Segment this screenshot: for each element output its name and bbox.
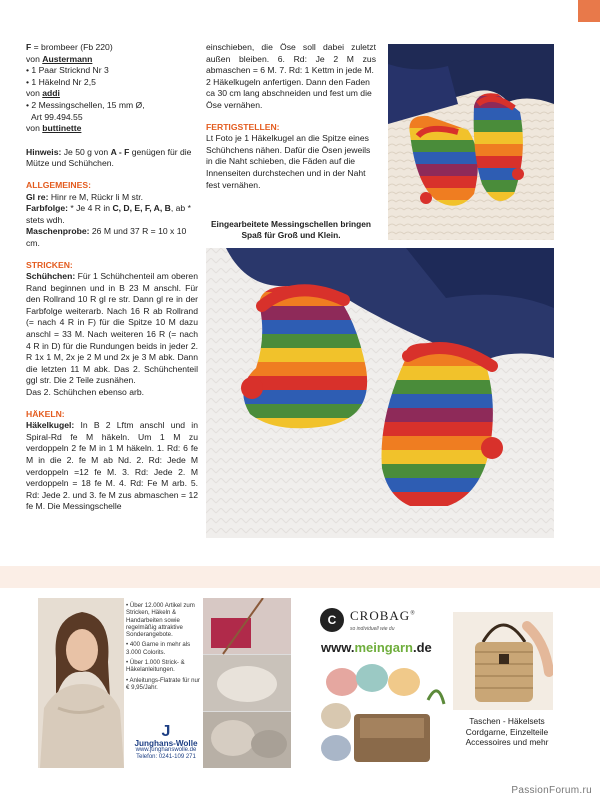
schuehchen-label: Schühchen: xyxy=(26,271,76,282)
gl-label: Gl re: xyxy=(26,191,49,202)
instructions-column-1 xyxy=(26,42,198,513)
photo-caption: Eingearbeitete Messingschellen bringen Spaß für Groß und Klein. xyxy=(210,219,372,240)
farbfolge-label: Farbfolge: xyxy=(26,203,69,214)
haekelkugel-text: In B 2 Lftm anschl und in Spiral-Rd fe M häkeln. Um 1 M zu verdoppeln 2 fe M in 1 M häkeln. 1. Rd: 6 fe M in die 2. fe M ab Nd. 2. Rd: Jede M verdoppeln =12 fe M. 3. Rd: Jede 2. M verdoppeln = 18 fe M. 4. Rd: Fe M arb. 5. Rd: Jede 2. und 3. fe M zus abmaschen = 12 fe M. Die Messingschelle xyxy=(26,420,198,512)
farbfolge-line xyxy=(26,203,198,226)
photo-booties-closeup xyxy=(388,44,554,240)
source-line-1 xyxy=(26,54,198,66)
maschenprobe-line xyxy=(26,226,198,249)
haekelkugel-label: Häkelkugel: xyxy=(26,420,75,431)
source-prefix: von xyxy=(26,88,43,99)
crobag-line-1: Taschen - Häkelsets xyxy=(469,716,545,726)
crobag-line-3: Accessoires und mehr xyxy=(465,737,549,747)
gl-text: Hinr re M, Rückr li M str. xyxy=(48,191,143,202)
page-divider-stripe xyxy=(0,566,600,588)
crobag-brand-line xyxy=(350,608,416,624)
crobag-url[interactable] xyxy=(321,640,432,655)
material-bells: • 2 Messingschellen, 15 mm Ø, xyxy=(26,99,145,110)
url-prefix: www. xyxy=(321,640,355,655)
source-line-2 xyxy=(26,88,198,100)
hint-text: genügen für die Mütze und Schühchen. xyxy=(26,146,192,169)
fertigstellen-text: Lt Foto je 1 Häkelkugel an die Spitze eines Schühchens nähen. Dafür die Ösen jeweils in die Naht schieben, die Fäden auf die Innenseiten durchstechen und in der Naht fest vernähen. xyxy=(206,133,371,190)
watermark: PassionForum.ru xyxy=(511,785,592,796)
section-heading-fertigstellen: FERTIGSTELLEN: xyxy=(206,121,280,132)
hint-paragraph xyxy=(26,147,198,170)
maschenprobe-label: Maschenprobe: xyxy=(26,226,90,237)
ad-bullet: • 400 Garne in mehr als 3.000 Colorits. xyxy=(126,641,191,656)
continued-text-2: 2 Häkelkugeln anfertigen. Dann den Faden ca 30 cm lang abschneiden und fest um die Öse vernähen. xyxy=(206,76,372,110)
farbfolge-text: , ab * stets wdh. xyxy=(26,203,191,225)
crobag-reg-mark: ® xyxy=(410,610,416,617)
ad-junghans-yarn-photos xyxy=(203,598,291,768)
ad-bullet: • Anleitungs-Flatrate für nur € 9,95/Jahr. xyxy=(126,676,200,691)
corner-accent xyxy=(578,0,600,22)
photo-booties-on-baby xyxy=(206,248,554,538)
source-prefix: von xyxy=(26,53,43,64)
color-f-line xyxy=(26,42,198,54)
instructions-column-2 xyxy=(206,42,376,191)
hint-text: Je 50 g von xyxy=(61,146,111,157)
ad-bullet: • Über 12.000 Artikel zum Stricken, Häkeln & Handarbeiten sowie regelmäßig attraktive Sonderangebote. xyxy=(126,602,195,639)
color-f-text: = brombeer (Fb 220) xyxy=(33,42,113,52)
ad-bullet: • Über 1.000 Strick- & Häkelanleitungen. xyxy=(126,659,185,674)
ad-crobag-yarn-photo xyxy=(320,660,448,770)
material-needles: • 1 Paar Stricknd Nr 3 xyxy=(26,65,109,76)
farbfolge-bold: C, D, E, F, A, B xyxy=(112,203,171,214)
ad-junghans-model-photo xyxy=(38,598,124,768)
ad-crobag-text xyxy=(448,716,566,748)
color-key: F xyxy=(26,42,32,52)
ad-crobag-logo xyxy=(320,606,440,638)
hint-label: Hinweis: xyxy=(26,146,62,157)
source-prefix: von xyxy=(26,123,43,134)
section-heading-stricken: STRICKEN: xyxy=(26,259,73,270)
top-bar xyxy=(0,0,600,22)
gl-re-line xyxy=(26,192,198,204)
hint-bold: A - F xyxy=(110,146,130,157)
material-bells-art: Art 99.494.55 xyxy=(31,111,83,122)
schuehchen-paragraph xyxy=(26,271,198,387)
junghans-j-icon: J xyxy=(161,723,171,740)
source-buttinette: buttinette xyxy=(42,123,82,134)
source-austermann: Austermann xyxy=(42,53,93,64)
ad-junghans-logo xyxy=(126,724,206,761)
junghans-phone: Telefon: 0241-109 271 xyxy=(136,754,196,760)
schuehchen-text: Für 1 Schühchenteil am oberen Rand beginnen und in B 23 M anschl. Für den Rollrand 10 R gl re str. Dann gl re in der Farbfolge weiterarb. Nach 16 R ab Rollrand (= nach 4 R in F) für die Spitze 10 M dazu anschl = 33 M. Nach weiteren 16 R (= nach 4 R in D) für die Rundungen beids in jeder 2. R 1x 1 M, 2x je 2 M und 2x je 3 M abk. Dann die letzten 11 M abk. Das 2. Schühchenteil ggl str. Die 2 Teile zusnähen. xyxy=(26,271,198,386)
section-heading-haekeln: HÄKELN: xyxy=(26,408,65,419)
url-accent: meingarn xyxy=(354,640,413,655)
material-hook: • 1 Häkelnd Nr 2,5 xyxy=(26,76,96,87)
crobag-mark-icon: C xyxy=(320,608,344,632)
continued-text: einschieben, die Öse soll dabei zuletzt außen bleiben. 6. Rd: Je 2 M zus abmaschen = 6 M. 7. Rd: 1 Kettm in jede M. xyxy=(206,42,376,76)
schuehchen-text-2: Das 2. Schühchen ebenso arb. xyxy=(26,387,145,398)
crobag-brand: CROBAG xyxy=(350,608,411,623)
section-heading-allgemeines: ALLGEMEINES: xyxy=(26,179,91,190)
url-suffix: .de xyxy=(412,640,432,655)
ad-junghans-bullets xyxy=(126,602,204,694)
maschenprobe-text: 26 M und 37 R = 10 x 10 cm. xyxy=(26,226,187,248)
source-line-3 xyxy=(26,123,198,135)
crobag-line-2: Cordgarne, Einzelteile xyxy=(465,726,549,737)
haekelkugel-paragraph xyxy=(26,420,198,513)
junghans-brand: Junghans-Wolle xyxy=(134,739,198,748)
ad-crobag-bag-photo xyxy=(453,612,553,710)
farbfolge-text: * Je 4 R in xyxy=(68,203,113,214)
junghans-site[interactable]: www.junghanswolle.de xyxy=(135,747,197,753)
source-addi: addi xyxy=(42,88,60,99)
crobag-tagline: so individuell wie du xyxy=(350,626,395,632)
